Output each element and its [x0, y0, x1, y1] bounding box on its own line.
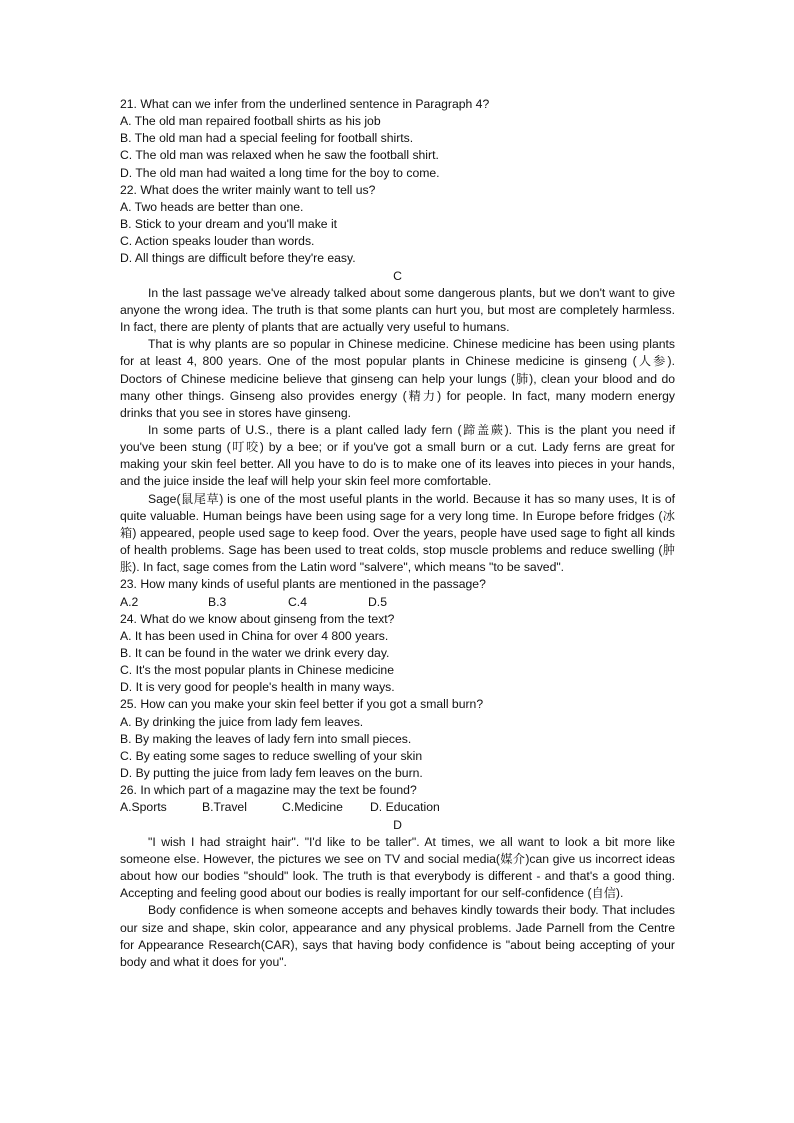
question-21-stem: 21. What can we infer from the underlined sentence in Paragraph 4? [120, 97, 490, 111]
question-21-option-c: C. The old man was relaxed when he saw the football shirt. [120, 148, 439, 163]
question-25-option-c: C. By eating some sages to reduce swelling of your skin [120, 748, 423, 763]
question-25-option-b: B. By making the leaves of lady fern into small pieces. [120, 731, 412, 746]
question-22-option-d: D. All things are difficult before they're easy. [120, 251, 356, 266]
question-23-option-a: A.2 [120, 594, 139, 609]
question-25-option-d: D. By putting the juice from lady fem leaves on the burn. [120, 766, 423, 781]
section-c-paragraph-4: Sage(鼠尾草) is one of the most useful plants in the world. Because it has so many uses, It is of quite valuable. Human beings have been using sage for a very long time. In Europe before fridges (冰箱) appeared, people used sage to keep food. Over the years, people have used sage to fight all kinds of health problems. Sage has been used to treat colds, stop muscle problems and reduce swelling (肿胀). In fact, sage comes from the Latin word "salvere", which means "to be saved". [120, 491, 675, 575]
question-23-option-b: B.3 [208, 594, 227, 609]
question-26-option-c: C.Medicine [282, 800, 343, 815]
question-25-option-a: A. By drinking the juice from lady fem leaves. [120, 714, 364, 729]
section-c-paragraph-3: In some parts of U.S., there is a plant called lady fern (蹄盖蕨). This is the plant you need if you've been stung (叮咬) by a bee; or if you've got a small burn or a cut. Lady ferns are great for making your skin feel better. All you have to do is to make one of its leaves into pieces in your hands, and the juice inside the leaf will help your skin feel more comfortable. [120, 422, 675, 489]
question-22-option-b: B. Stick to your dream and you'll make it [120, 217, 338, 232]
question-26-option-b: B.Travel [202, 800, 247, 815]
question-21-option-a: A. The old man repaired football shirts as his job [120, 114, 381, 129]
question-24-option-a: A. It has been used in China for over 4 800 years. [120, 628, 389, 643]
section-c-heading: C [393, 268, 402, 283]
question-22-option-c: C. Action speaks louder than words. [120, 234, 315, 249]
section-d-heading: D [393, 817, 402, 832]
question-26-stem: 26. In which part of a magazine may the text be found? [120, 783, 417, 798]
section-c-paragraph-1: In the last passage we've already talked about some dangerous plants, but we don't want to give anyone the wrong idea. The truth is that some plants can hurt you, but most are completely harmless. In fact, there are plenty of plants that are actually very useful to humans. [120, 285, 675, 335]
exam-page [120, 96, 675, 971]
question-24-option-b: B. It can be found in the water we drink every day. [120, 646, 390, 660]
question-24-option-c: C. It's the most popular plants in Chinese medicine [120, 663, 394, 678]
section-c-paragraph-2: That is why plants are so popular in Chinese medicine. Chinese medicine has been using plants for at least 4, 800 years. One of the most popular plants in Chinese medicine is ginseng (人参). Doctors of Chinese medicine believe that ginseng can help your lungs (肺), clean your blood and do many other things. Ginseng also provides energy (精力) for people. In fact, many modern energy drinks that you see in stores have ginseng. [120, 337, 675, 420]
question-24-stem: 24. What do we know about ginseng from the text? [120, 611, 395, 626]
question-26-option-d: D. Education [370, 800, 440, 815]
question-24-option-d: D. It is very good for people's health in many ways. [120, 680, 395, 695]
question-23-options [120, 594, 675, 611]
section-d-paragraph-2: Body confidence is when someone accepts and behaves kindly towards their body. That includes our size and shape, skin color, appearance and any physical problems. Jade Parnell from the Centre for Appearance Research(CAR), says that having body confidence is "about being accepting of your body and what it does for you". [120, 903, 675, 969]
question-23-option-c: C.4 [288, 594, 307, 609]
question-23-stem: 23. How many kinds of useful plants are mentioned in the passage? [120, 577, 486, 592]
question-21-option-d: D. The old man had waited a long time for the boy to come. [120, 165, 440, 180]
question-23-option-d: D.5 [368, 594, 387, 609]
question-22-stem: 22. What does the writer mainly want to tell us? [120, 182, 376, 197]
question-25-stem: 25. How can you make your skin feel better if you got a small burn? [120, 697, 484, 712]
question-26-option-a: A.Sports [120, 800, 167, 815]
section-d-paragraph-1: "I wish I had straight hair". "I'd like to be taller". At times, we all want to look a bit more like someone else. However, the pictures we see on TV and social media(媒介)can give us incorrect ideas about how our bodies "should" look. The truth is that everybody is different - and that's a good thing. Accepting and feeling good about our bodies is really important for our self-confidence (自信). [120, 834, 675, 901]
question-21-option-b: B. The old man had a special feeling for football shirts. [120, 131, 414, 146]
question-22-option-a: A. Two heads are better than one. [120, 199, 304, 214]
question-26-options [120, 799, 675, 816]
